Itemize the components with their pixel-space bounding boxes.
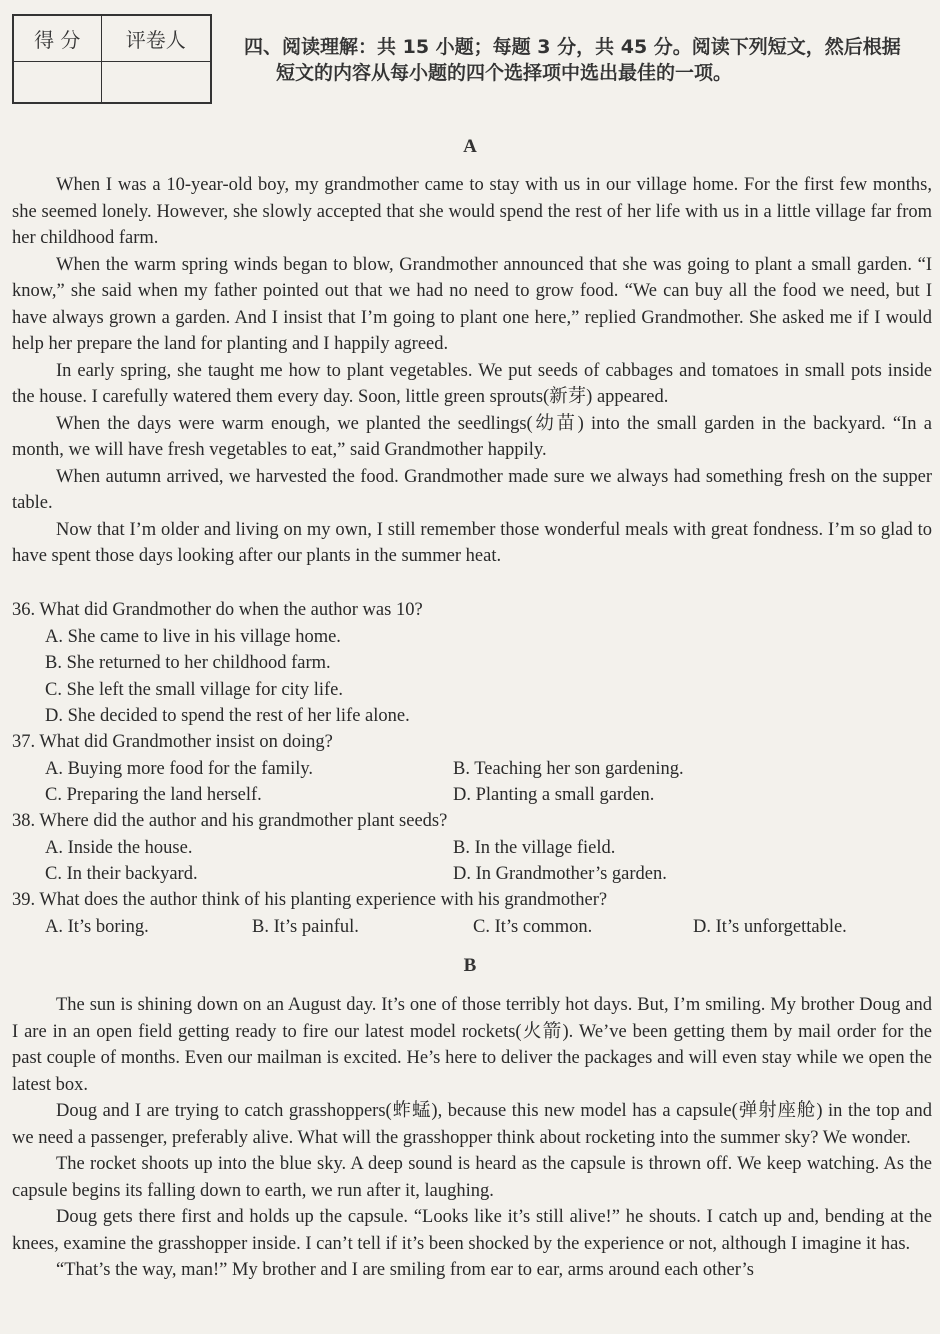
score-table [12, 14, 212, 104]
option-b[interactable]: B. In the village field. [453, 837, 616, 858]
section-instructions [244, 34, 934, 86]
question-stem: 38. Where did the author and his grandmother plant seeds? [12, 811, 448, 831]
option-c[interactable]: C. Preparing the land herself. [45, 785, 262, 805]
score-cell [13, 61, 101, 103]
passage-b-paragraph: Doug and I are trying to catch grasshoppers(蚱蜢), because this new model has a capsule(弹射座舱) in the top and we need a passenger, preferably alive. What will the grasshopper think about rocketing into the summer sky? We wonder. [12, 1101, 932, 1148]
option-d[interactable]: D. She decided to spend the rest of her life alone. [45, 706, 410, 726]
option-a[interactable]: A. She came to live in his village home. [45, 626, 341, 647]
option-c[interactable]: C. In their backyard. [45, 864, 198, 884]
question-stem: 39. What does the author think of his planting experience with his grandmother? [12, 890, 608, 910]
passage-b-paragraph: “That’s the way, man!” My brother and I are smiling from ear to ear, arms around each other’s [56, 1260, 754, 1280]
question-stem: 37. What did Grandmother insist on doing? [12, 732, 333, 752]
option-a[interactable]: A. Inside the house. [45, 837, 193, 858]
option-c[interactable]: C. She left the small village for city life. [45, 679, 343, 700]
passage-b-paragraph: Doug gets there first and holds up the capsule. “Looks like it’s still alive!” he shouts. I catch up and, bending at the knees, examine the grasshopper inside. I can’t tell if it’s been shocked by the experience or not, although I imagine it has. [12, 1207, 932, 1254]
passage-a-paragraph: Now that I’m older and living on my own, I still remember those wonderful meals with great fondness. I’m so glad to have spent those days looking after our plants in the summer heat. [12, 519, 932, 566]
question-39 [12, 887, 932, 940]
section-line-1: 四、阅读理解：共 15 小题；每题 3 分，共 45 分。阅读下列短文，然后根据 [244, 36, 901, 58]
passage-a-paragraph: When I was a 10-year-old boy, my grandmother came to stay with us in our village home. For the first few months, she seemed lonely. However, she slowly accepted that she would spend the rest of her life with us in a little village far from her childhood farm. [12, 175, 932, 248]
option-b[interactable]: B. Teaching her son gardening. [453, 758, 684, 779]
option-b[interactable]: B. She returned to her childhood farm. [45, 653, 331, 673]
option-b[interactable]: B. It’s painful. [252, 916, 359, 937]
passage-b-title: B [463, 955, 477, 976]
passage-a-paragraph: When the warm spring winds began to blow, Grandmother announced that she was going to plant a small garden. “I know,” she said when my father pointed out that we had no need to grow food. “We can buy all the food we need, but I have always grown a garden. And I insist that I’m going to plant one here,” replied Grandmother. She asked me if I would help her prepare the land for planting and I happily agreed. [12, 254, 932, 354]
passage-a-title: A [463, 136, 477, 157]
passage-b-body [12, 992, 932, 1284]
passage-a-body [12, 172, 932, 570]
passage-b-paragraph: The sun is shining down on an August day. It’s one of those terribly hot days. But, I’m smiling. My brother Doug and I are in an open field getting ready to fire our latest model rockets(火箭). We’ve been getting them by mail order for the past couple of months. Even our mailman is excited. He’s here to deliver the packages and will even stay while we open the latest box. [12, 995, 932, 1095]
option-d[interactable]: D. Planting a small garden. [453, 785, 655, 805]
grader-label: 评卷人 [101, 15, 211, 61]
question-38 [12, 808, 932, 888]
section-line-2: 短文的内容从每小题的四个选择项中选出最佳的一项。 [276, 62, 733, 84]
option-d[interactable]: D. It’s unforgettable. [693, 916, 847, 937]
passage-b-paragraph: The rocket shoots up into the blue sky. A deep sound is heard as the capsule is thrown off. We keep watching. As the capsule begins its falling down to earth, we run after it, laughing. [12, 1154, 932, 1201]
option-a[interactable]: A. It’s boring. [45, 916, 149, 937]
score-label: 得 分 [13, 15, 101, 61]
question-stem: 36. What did Grandmother do when the author was 10? [12, 600, 423, 620]
question-36 [12, 597, 932, 730]
passage-a-paragraph: When autumn arrived, we harvested the food. Grandmother made sure we always had something fresh on the supper table. [12, 466, 932, 513]
passage-a-paragraph: In early spring, she taught me how to plant vegetables. We put seeds of cabbages and tomatoes in small pots inside the house. I carefully watered them every day. Soon, little green sprouts(新芽) appeared. [12, 360, 932, 407]
option-d[interactable]: D. In Grandmother’s garden. [453, 864, 667, 884]
option-a[interactable]: A. Buying more food for the family. [45, 758, 314, 779]
question-37 [12, 729, 932, 809]
option-c[interactable]: C. It’s common. [473, 916, 593, 937]
passage-a-paragraph: When the days were warm enough, we planted the seedlings(幼苗) into the small garden in the backyard. “In a month, we will have fresh vegetables to eat,” said Grandmother happily. [12, 413, 932, 460]
grader-cell [101, 61, 211, 103]
